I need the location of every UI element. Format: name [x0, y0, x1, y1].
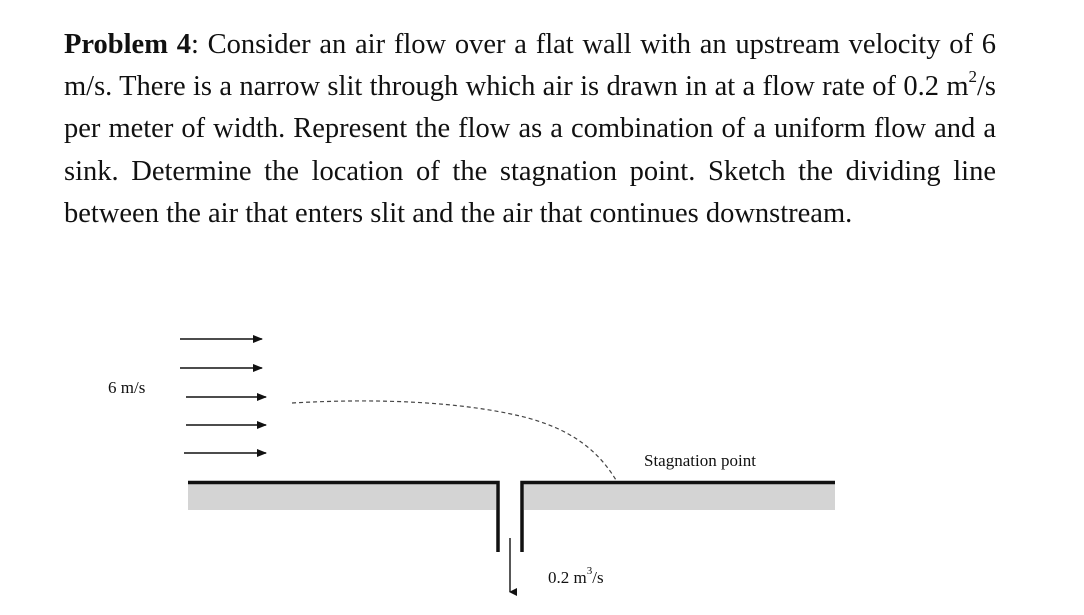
flow-rate-text: 0.2 m — [548, 568, 587, 587]
velocity-label: 6 m/s — [108, 378, 146, 397]
dividing-streamline — [292, 401, 620, 487]
squared-superscript: 2 — [968, 66, 977, 86]
problem-text-part-1: : Consider an air flow over a flat wall with an upstream velocity of 6 m/s. There is a narrow slit through which air is drawn in at a flow rate of 0.2 m — [64, 29, 996, 103]
problem-text-part-2: /s per meter of width. Represent the flow as a combination of a uniform flow and a sink. Determine the location of the stagnation point. Sketch the dividing line between the air that enters slit and the air that continues downstream. — [64, 71, 996, 229]
problem-label: Problem 4 — [64, 29, 191, 60]
cubed-superscript: 3 — [586, 565, 593, 578]
stagnation-point-label: Stagnation point — [644, 451, 756, 470]
wall-shading-right — [524, 484, 835, 510]
uniform-flow-arrows — [180, 339, 266, 453]
flow-rate-label — [548, 565, 604, 588]
flow-rate-suffix: /s — [592, 568, 604, 587]
wall-shading-left — [188, 484, 496, 510]
